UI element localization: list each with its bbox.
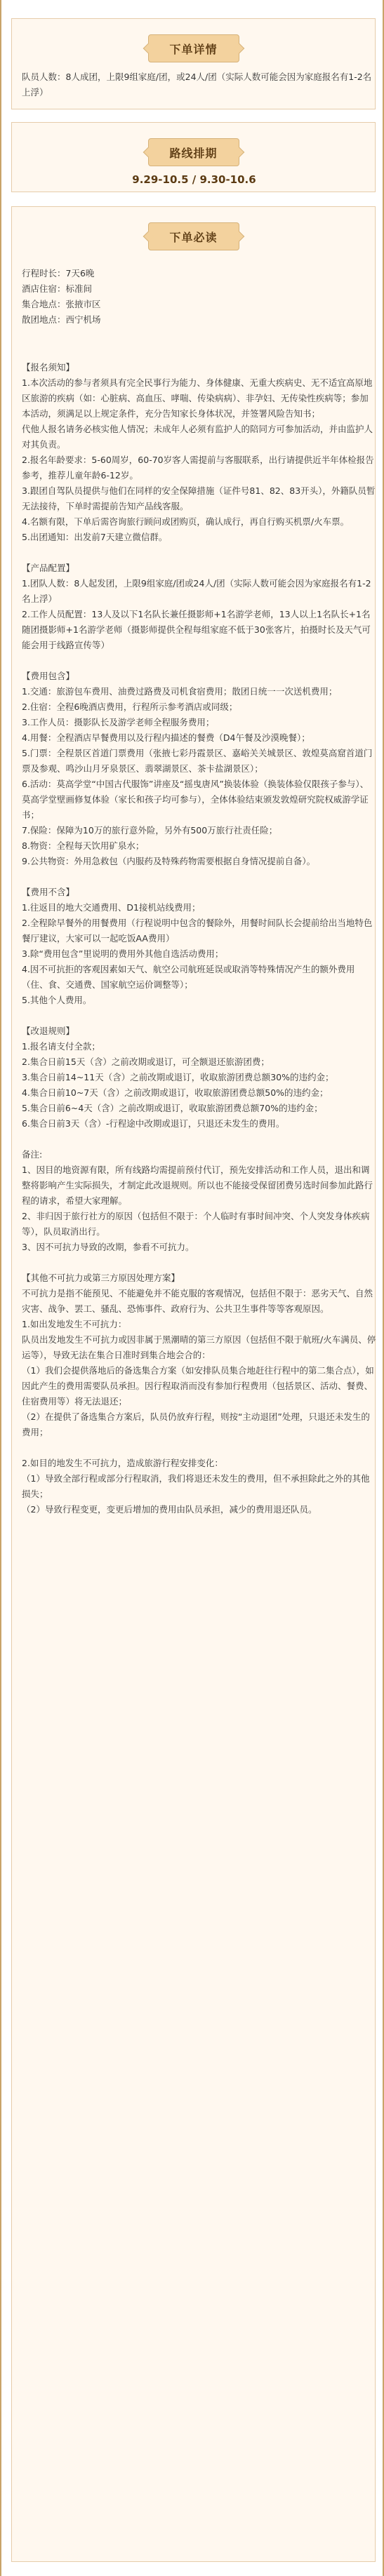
- section-title: 【其他不可抗力或第三方原因处理方案】: [22, 1273, 180, 1283]
- section-title: 【费用不含】: [22, 887, 75, 897]
- summary-item: 集合地点：张掖市区: [22, 299, 101, 309]
- content-line: 6.活动：莫高学堂“中国古代服饰”讲座及“摇曳唐风”换装体验（换装体验仅限孩子参与）、莫高学堂壁画修复体验（家长和孩子均可参与），全体体验结束颁发敦煌研究院权威游学证书；: [22, 779, 369, 820]
- content-line: 3.跟团自驾队员提供与他们在同样的安全保障措施（证件号81、82、83开头），外籍队员暂无法接待，下单时需提前告知产品线客服。: [22, 485, 376, 511]
- content-line: 2.住宿：全程6晚酒店费用，行程所示参考酒店或同级；: [22, 702, 238, 712]
- content-line: 5.门票：全程景区首道门票费用（张掖七彩丹霞景区、嘉峪关关城景区、敦煌莫高窟首道门票及参观、鸣沙山月牙泉景区、翡翠湖景区、茶卡盐湖景区）；: [22, 748, 373, 774]
- route-schedule-title: 路线排期: [148, 138, 239, 166]
- spacer: [22, 869, 376, 885]
- content-line: 不可抗力是指不能预见、不能避免并不能克服的客观情况，包括但不限于：恶劣天气、自然灾害、战争、罢工、骚乱、恐怖事件、政府行为、公共卫生事件等等客观原因。: [22, 1288, 373, 1314]
- route-schedule-card: [11, 122, 376, 192]
- must-read-title: 下单必读: [148, 222, 239, 250]
- section-title: 【改退规则】: [22, 1026, 75, 1036]
- content-line: 2.报名年龄要求：5-60周岁，60-70岁客人需提前与客服联系，出行请提供近半年体检报告参考，推荐儿童年龄6-12岁。: [22, 455, 374, 481]
- content-line: 4.因不可抗拒的客观因素如天气、航空公司航班延误或取消等特殊情况产生的额外费用（住、食、交通费、国家航空运价调整等）；: [22, 964, 355, 990]
- content-line: 1.往返目的地大交通费用、D1接机站线费用；: [22, 902, 201, 913]
- content-line: 8.物资：全程每天饮用矿泉水；: [22, 840, 145, 851]
- summary-item: 行程时长：7天6晚: [22, 268, 95, 279]
- content-line: 队员出发地发生不可抗力或因非属于黑潮晴的第三方原因（包括但不限于航班/火车满员、停运等），导致无法在集合日准时到集合地会合的：: [22, 1334, 376, 1360]
- content-line: 1.报名请支付全款；: [22, 1041, 100, 1052]
- content-line: 备注:: [22, 1149, 43, 1160]
- group-size-text: 队员人数：8人成团，上限9组家庭/团，或24人/团（实际人数可能会因为家庭报名有1-2名上浮）: [22, 72, 372, 98]
- content-line: （2）导致行程变更，变更后增加的费用由队员承担，减少的费用退还队员。: [22, 1504, 317, 1515]
- content-line: 9.公共物资：外用急救包（内服药及特殊药物需要根据自身情况提前自备）。: [22, 856, 316, 866]
- spacer: [22, 1008, 376, 1024]
- spacer: [22, 1440, 376, 1456]
- content-line: 2.集合日前15天（含）之前改期或退订，可全额退还旅游团费；: [22, 1056, 270, 1067]
- spacer: [22, 653, 376, 669]
- summary-item: 散团地点：西宁机场: [22, 314, 101, 325]
- content-line: 1.如出发地发生不可抗力：: [22, 1319, 127, 1329]
- content-line: 3.工作人员：摄影队长及游学老师全程服务费用；: [22, 717, 215, 727]
- section-title: 【产品配置】: [22, 563, 75, 573]
- content-line: 3.除“费用包含”里说明的费用外其他自选活动费用；: [22, 948, 224, 959]
- content-line: 1、因目的地资源有限，所有线路均需提前预付代订，预先安排活动和工作人员，退出和调整将影响产生实际损失，才制定此改退规则。所以也不能接受保留团费另选时间参加此路行程的请求，希望大家理解。: [22, 1165, 373, 1206]
- content-line: 1.本次活动的参与者须具有完全民事行为能力、身体健康、无重大疾病史、无不适宜高原地区旅游的疾病（如：心脏病、高血压、哮喘、传染病病）、非孕妇、无传染性疾病等；参加本活动，须满足以上规定条件，充分告知家长身体状况，并签署风险告知书；: [22, 377, 373, 419]
- content-line: 5.集合日前6~4天（含）之前改期或退订，收取旅游团费总额70%的违约金；: [22, 1103, 323, 1113]
- content-line: 3、因不可抗力导致的改期，参看不可抗力。: [22, 1242, 194, 1252]
- order-details-title: 下单详情: [148, 34, 239, 62]
- summary-list: [22, 266, 376, 328]
- order-details-card: [11, 18, 376, 109]
- content-line: 5.其他个人费用。: [22, 995, 92, 1005]
- spacer: [22, 1255, 376, 1270]
- spacer: [22, 1132, 376, 1147]
- content-line: 6.集合日前3天（含）-行程途中改期或退订，只退还未发生的费用。: [22, 1118, 285, 1129]
- content-line: 2、非归因于旅行社方的原因（包括但不限于：个人临时有事时间冲突、个人突发身体疾病等），队员取消出行。: [22, 1211, 370, 1237]
- content-line: （1）导致全部行程或部分行程取消，我们将退还未发生的费用，但不承担除此之外的其他损失；: [22, 1473, 370, 1499]
- section-title: 【报名须知】: [22, 362, 75, 373]
- content-line: 7.保险：保障为10万的旅行意外险，另外有500万旅行社责任险；: [22, 825, 278, 836]
- summary-item: 酒店住宿：标准间: [22, 283, 93, 294]
- content-line: 2.如目的地发生不可抗力，造成旅游行程安排变化：: [22, 1458, 223, 1468]
- content-line: 代他人报名请务必核实他人情况；未成年人必须有监护人的陪同方可参加活动，并由监护人对其负责。: [22, 424, 373, 450]
- content-block: [22, 360, 376, 1517]
- content-line: 5.出团通知：出发前7天建立微信群。: [22, 532, 168, 542]
- content-line: 3.集合日前14~11天（含）之前改期或退订，收取旅游团费总额30%的违约金；: [22, 1072, 334, 1082]
- spacer: [22, 545, 376, 561]
- section-title: 【费用包含】: [22, 671, 75, 681]
- content-line: 1.交通：旅游包车费用、油费过路费及司机食宿费用；散团日统一一次送机费用；: [22, 686, 338, 697]
- content-line: （1）我们会提供落地后的备选集合方案（如安排队员集合地赶往行程中的第二集合点），如因此产生的费用需要队员承担。因行程取消而没有参加行程费用（包括景区、活动、餐费、住宿费用等）将无法退还；: [22, 1365, 374, 1407]
- content-line: 1.团队人数：8人起发团，上限9组家庭/团或24人/团（实际人数可能会因为家庭报名有1-2名上浮）: [22, 578, 371, 604]
- content-line: （2）在提供了备选集合方案后，队员仍放弃行程，则按“主动退团”处理，只退还未发生的费用；: [22, 1411, 370, 1437]
- content-line: 4.用餐：全程酒店早餐费用以及行程内描述的餐费（D4午餐及沙漠晚餐）；: [22, 732, 310, 743]
- schedule-dates: 9.29-10.5 / 9.30-10.6: [132, 173, 256, 186]
- content-line: 4.名额有限，下单后需咨询旅行顾问或团购页，确认成行，再自行购买机票/火车票。: [22, 516, 350, 527]
- content-line: 2.工作人员配置：13人及以下1名队长兼任摄影师+1名游学老师，13人以上1名队长+1名随团摄影师+1名游学老师（摄影师提供全程每组家庭不低于30张客片，拍摄时长及天气可能会用于线路宣传等）: [22, 609, 371, 650]
- must-read-card: [11, 206, 376, 2562]
- content-line: 4.集合日前10~7天（含）之前改期或退订，收取旅游团费总额50%的违约金；: [22, 1087, 329, 1098]
- content-line: 2.全程除早餐外的用餐费用（行程说明中包含的餐除外，用餐时间队长会提前给出当地特色餐厅建议，大家可以一起吃饭AA费用）: [22, 918, 373, 944]
